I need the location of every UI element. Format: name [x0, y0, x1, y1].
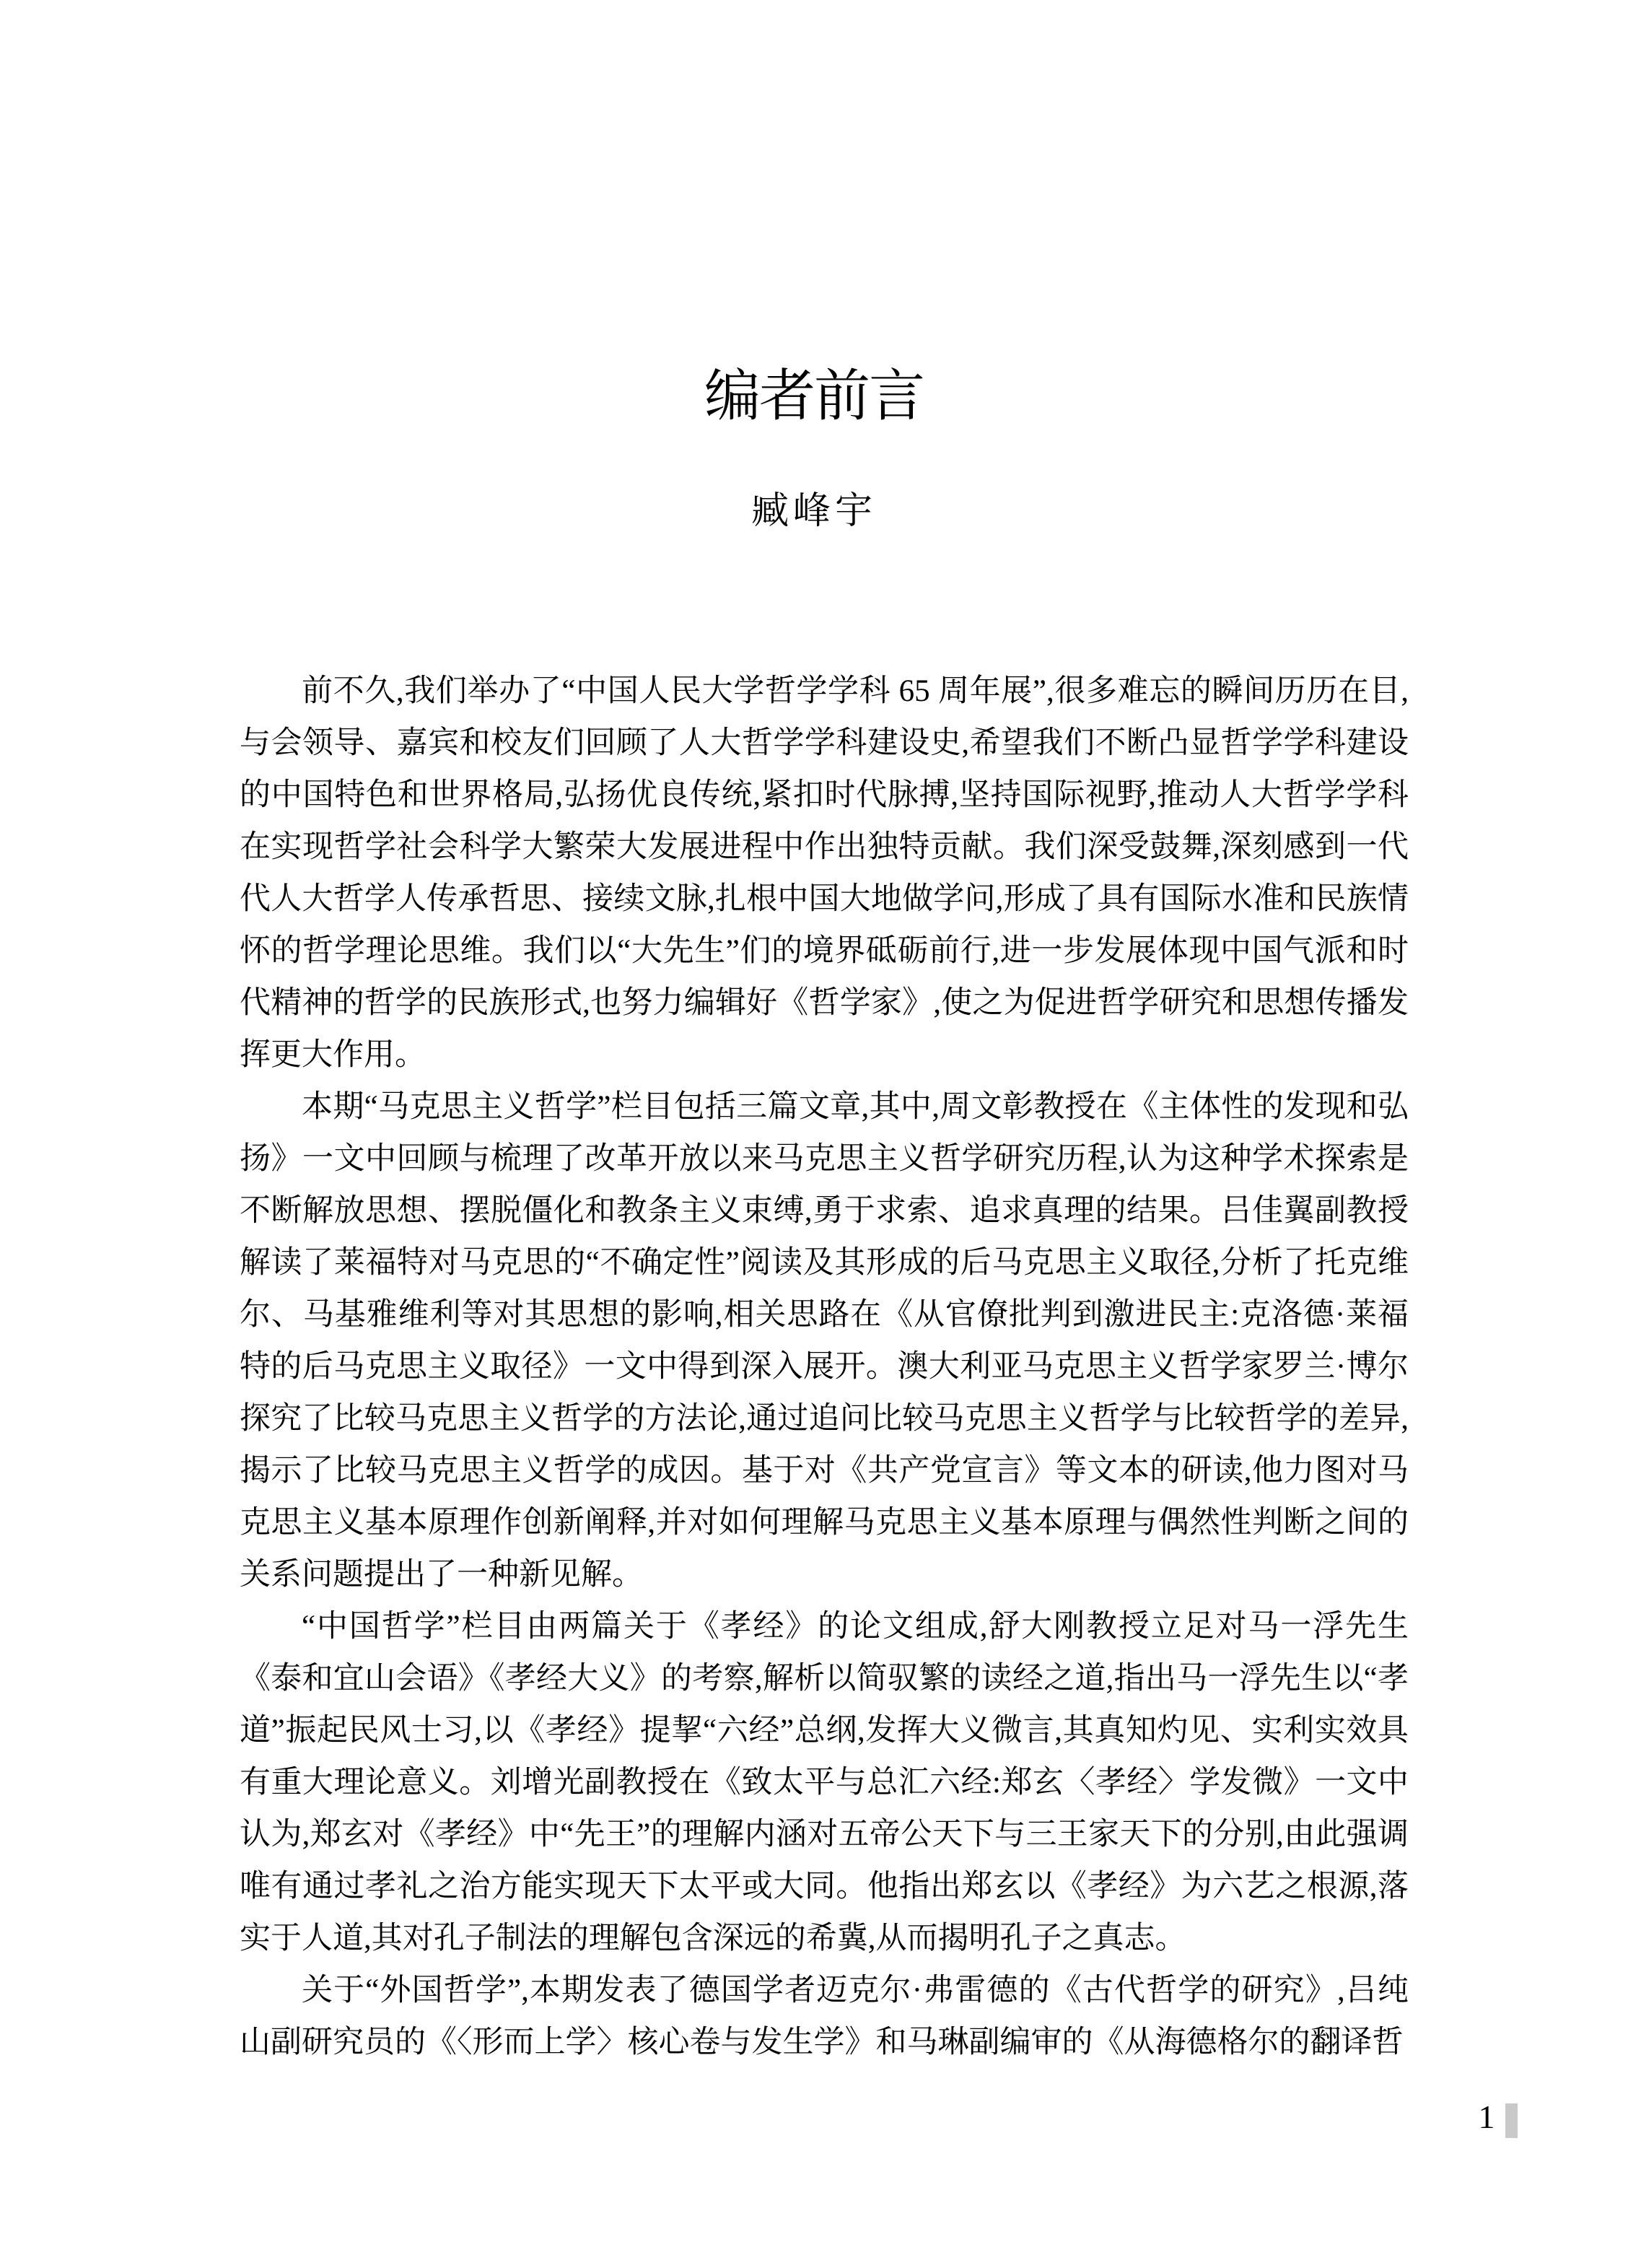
page-edge-marker [1505, 2103, 1518, 2138]
paragraph-3: “中国哲学”栏目由两篇关于《孝经》的论文组成,舒大刚教授立足对马一浮先生《泰和宜山会语》《孝经大义》的考察,解析以简驭繁的读经之道,指出马一浮先生以“孝道”振起民风士习,以《孝经》提挈“六经”总纲,发挥大义微言,其真知灼见、实利实效具有重大理论意义。刘增光副教授在《致太平与总汇六经:郑玄〈孝经〉学发微》一文中认为,郑玄对《孝经》中“先王”的理解内涵对五帝公天下与三王家天下的分别,由此强调唯有通过孝礼之治方能实现天下太平或大同。他指出郑玄以《孝经》为六艺之根源,落实于人道,其对孔子制法的理解包含深远的希冀,从而揭明孔子之真志。 [240, 1610, 1409, 1955]
page-number: 1 [1478, 2098, 1495, 2135]
body-text [240, 666, 1409, 2069]
page-title: 编者前言 [704, 364, 924, 427]
paragraph-4: 关于“外国哲学”,本期发表了德国学者迈克尔·弗雷德的《古代哲学的研究》,吕纯山副研究员的《〈形而上学〉核心卷与发生学》和马琳副编审的《从海德格尔的翻译哲 [240, 1973, 1409, 2059]
paragraph-1: 前不久,我们举办了“中国人民大学哲学学科 65 周年展”,很多难忘的瞬间历历在目,与会领导、嘉宾和校友们回顾了人大哲学学科建设史,希望我们不断凸显哲学学科建设的中国特色和世界格局,弘扬优良传统,紧扣时代脉搏,坚持国际视野,推动人大哲学学科在实现哲学社会科学大繁荣大发展进程中作出独特贡献。我们深受鼓舞,深刻感到一代代人大哲学人传承哲思、接续文脉,扎根中国大地做学问,形成了具有国际水准和民族情怀的哲学理论思维。我们以“大先生”们的境界砥砺前行,进一步发展体现中国气派和时代精神的哲学的民族形式,也努力编辑好《哲学家》,使之为促进哲学研究和思想传播发挥更大作用。 [240, 674, 1409, 1072]
page-footer [0, 2095, 1628, 2145]
author-name: 臧峰宇 [750, 491, 877, 532]
paragraph-2: 本期“马克思主义哲学”栏目包括三篇文章,其中,周文彰教授在《主体性的发现和弘扬》一文中回顾与梳理了改革开放以来马克思主义哲学研究历程,认为这种学术探索是不断解放思想、摆脱僵化和教条主义束缚,勇于求索、追求真理的结果。吕佳翼副教授解读了莱福特对马克思的“不确定性”阅读及其形成的后马克思主义取径,分析了托克维尔、马基雅维利等对其思想的影响,相关思路在《从官僚批判到激进民主:克洛德·莱福特的后马克思主义取径》一文中得到深入展开。澳大利亚马克思主义哲学家罗兰·博尔探究了比较马克思主义哲学的方法论,通过追问比较马克思主义哲学与比较哲学的差异,揭示了比较马克思主义哲学的成因。基于对《共产党宣言》等文本的研读,他力图对马克思主义基本原理作创新阐释,并对如何理解马克思主义基本原理与偶然性判断之间的关系问题提出了一种新见解。 [240, 1090, 1409, 1592]
